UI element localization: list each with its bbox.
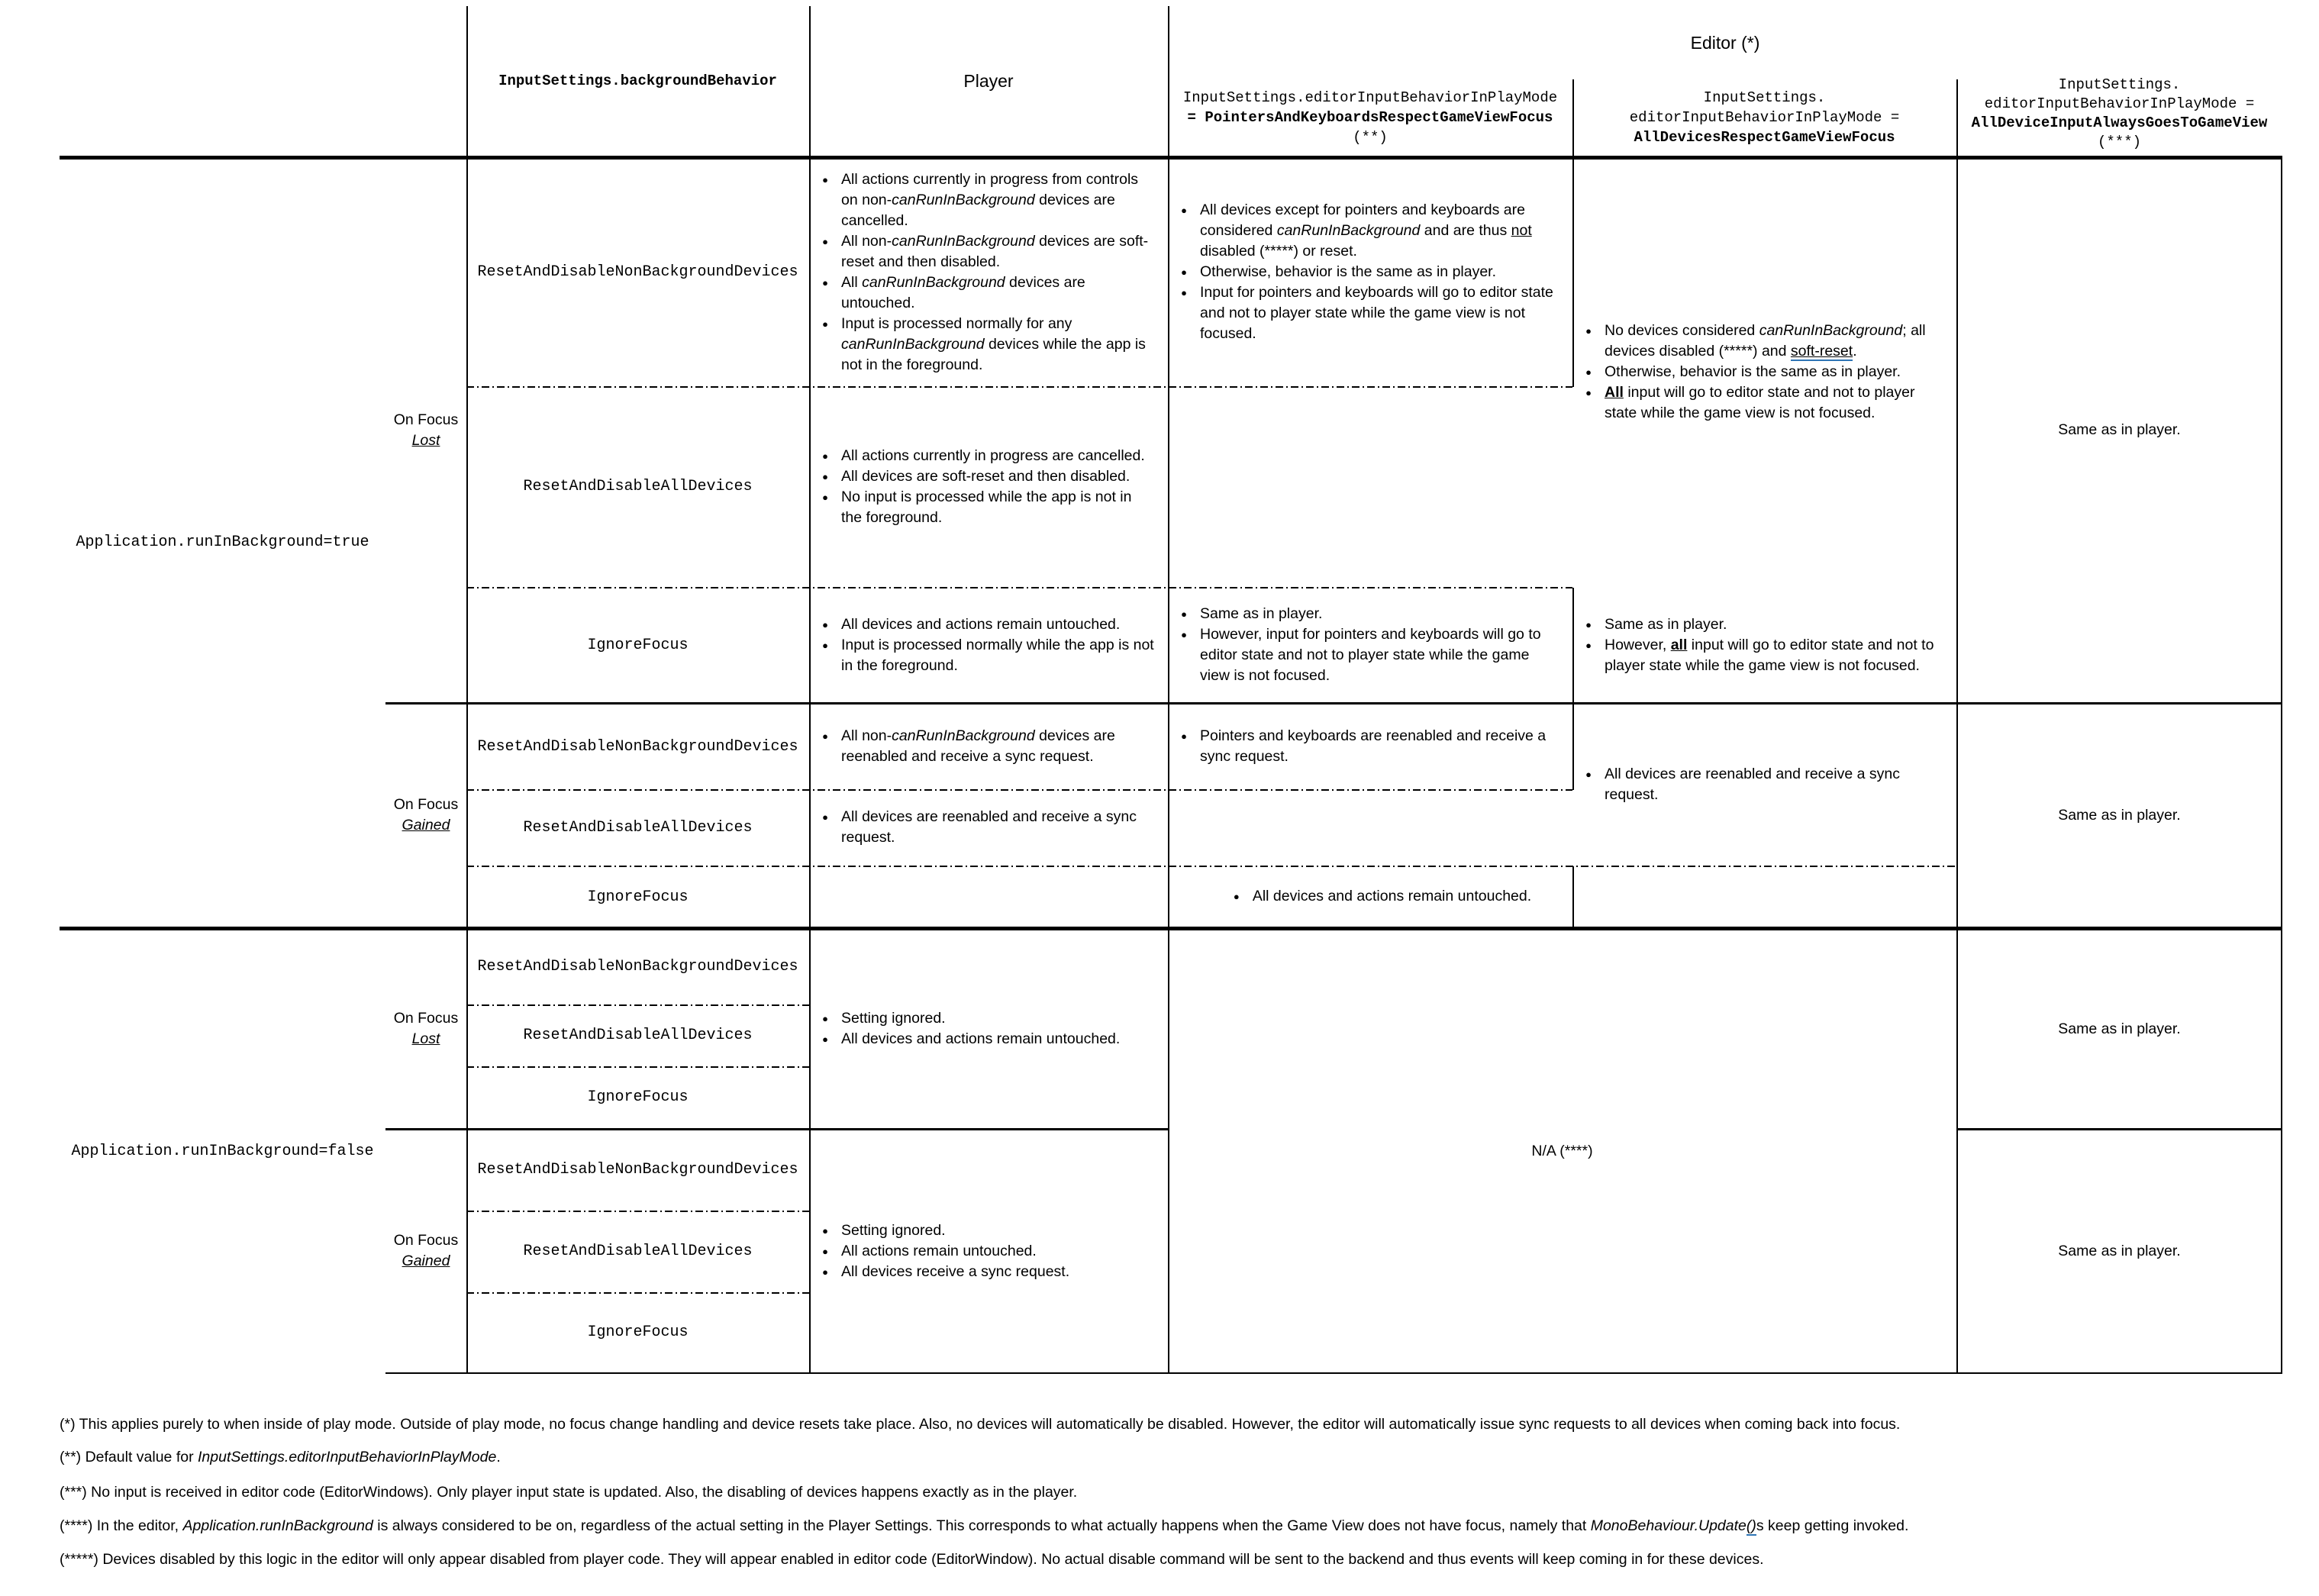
player-lost-reset-alldevices-cell — [809, 387, 1168, 586]
behavior-label: ResetAndDisableNonBackgroundDevices — [477, 263, 798, 281]
player-lost-reset-nonbackground-cell — [809, 158, 1168, 386]
focus-gained-label: On Focus Gained — [393, 1232, 459, 1269]
bullet-item — [1572, 635, 1943, 676]
bullet-item — [809, 466, 1154, 487]
bullet-text: Input for pointers and keyboards will go to editor state and not to player state while the game view is not focused. — [1200, 284, 1553, 342]
bullet-text: Setting ignored. — [841, 1221, 946, 1239]
bullet-marker: ● — [1181, 608, 1187, 620]
gained-ignorefocus-merged-cell — [809, 866, 1956, 927]
same-as-player-cell: Same as in player. — [2058, 1242, 2181, 1259]
bullet-item — [809, 1241, 1154, 1262]
behavior-label: ResetAndDisableNonBackgroundDevices — [477, 958, 798, 975]
bullet-text: Otherwise, behavior is the same as in player. — [1200, 263, 1497, 280]
bullet-text: Input is processed normally while the app is not in the foreground. — [841, 636, 1154, 674]
editor-alldevices-lost-reset-cell — [1572, 158, 1956, 586]
player-gained-false-merged-cell — [809, 1130, 1168, 1372]
bullet-marker: ● — [1585, 639, 1592, 651]
bullet-item — [809, 314, 1154, 376]
bullet-marker: ● — [1181, 287, 1187, 298]
bullet-item — [1168, 282, 1559, 344]
bullet-text: All devices and actions remain untouched. — [1252, 888, 1532, 904]
same-as-player-cell: Same as in player. — [2058, 806, 2181, 824]
behavior-label: ResetAndDisableAllDevices — [523, 1026, 753, 1044]
bullet-marker: ● — [1585, 387, 1592, 398]
bullet-item — [1221, 886, 1531, 907]
bullet-marker: ● — [1585, 366, 1592, 378]
row-header-run-in-background-true: Application.runInBackground=true — [76, 534, 369, 551]
bullet-marker: ● — [822, 470, 828, 482]
header-background-behavior: InputSettings.backgroundBehavior — [498, 73, 777, 89]
editor-pointers-gained-reset-nonbackground-cell — [1168, 704, 1572, 789]
bullet-marker: ● — [822, 276, 828, 289]
bullet-item — [809, 726, 1154, 767]
table-bottom-border — [385, 1372, 2282, 1374]
bullet-marker: ● — [822, 1266, 828, 1278]
footnote-1: (*) This applies purely to when inside of play mode. Outside of play mode, no focus change handling and device resets take place. Also, no devices will automatically be disabled. However, the editor will automatically issue sync requests to all devices when coming back into focus. — [60, 1416, 1901, 1433]
bullet-marker: ● — [822, 173, 828, 185]
bullet-marker: ● — [822, 730, 828, 742]
bullet-marker: ● — [822, 1224, 828, 1236]
header-editor: Editor (*) — [1690, 32, 1760, 53]
bullet-text: No input is processed while the app is not in the foreground. — [841, 488, 1132, 526]
bullet-text: All devices and actions remain untouched. — [841, 1030, 1121, 1047]
bullet-item — [1572, 614, 1943, 635]
bullet-marker: ● — [822, 618, 828, 630]
bullet-marker: ● — [822, 450, 828, 462]
bullet-marker: ● — [822, 318, 828, 330]
bullet-marker: ● — [1181, 629, 1187, 640]
bullet-item — [1572, 382, 1943, 424]
bullet-text: All devices are reenabled and receive a sync request. — [841, 808, 1137, 846]
behavior-label: ResetAndDisableAllDevices — [523, 478, 753, 495]
header-editor-all-input-gameview: InputSettings. editorInputBehaviorInPlayMode = AllDeviceInputAlwaysGoesToGameView (***) — [1971, 76, 2268, 150]
editor-pointers-lost-ignorefocus-cell — [1168, 588, 1572, 702]
bullet-item — [809, 1008, 1154, 1029]
editor-alldevices-lost-ignorefocus-cell — [1572, 588, 1956, 702]
bullet-text: No devices considered canRunInBackground; all devices disabled (*****) and soft-reset. — [1605, 322, 1926, 360]
bullet-item — [809, 807, 1154, 848]
bullet-text: All non-canRunInBackground devices are soft-reset and then disabled. — [841, 232, 1149, 270]
bullet-item — [1572, 321, 1943, 362]
bullet-item — [809, 231, 1154, 272]
bullet-text: All actions remain untouched. — [841, 1242, 1037, 1259]
bullet-text: All actions currently in progress from controls on non-canRunInBackground devices are cancelled. — [841, 170, 1139, 229]
bullet-marker: ● — [822, 491, 828, 503]
bullet-item — [809, 1262, 1154, 1282]
bullet-item — [809, 635, 1154, 676]
bullet-text: Pointers and keyboards are reenabled and receive a sync request. — [1200, 727, 1547, 765]
footnote-4: (****) In the editor, Application.runInBackground is always considered to be on, regardless of the actual setting in the Player Settings. This corresponds to what actually happens when the Game View does not have focus, namely that MonoBehaviour.Update()s keep getting invoked. — [60, 1517, 1909, 1534]
bullet-text: All actions currently in progress are cancelled. — [841, 447, 1145, 464]
bullet-item — [809, 1220, 1154, 1241]
same-as-player-cell: Same as in player. — [2058, 1020, 2181, 1037]
bullet-item — [1168, 200, 1559, 262]
bullet-item — [1572, 362, 1943, 382]
bullet-text: However, input for pointers and keyboards will go to editor state and not to player state while the game view is not focused. — [1200, 626, 1541, 684]
bullet-item — [1168, 726, 1559, 767]
bullet-item — [1168, 624, 1559, 686]
bullet-text: Input is processed normally for any canRunInBackground devices while the app is not in the foreground. — [841, 314, 1146, 373]
player-gained-reset-nonbackground-cell — [809, 704, 1168, 789]
behavior-label: ResetAndDisableAllDevices — [523, 818, 753, 837]
editor-na-cell: N/A (****) — [1531, 1142, 1593, 1159]
editor-pointers-lost-reset-nonbackground-cell — [1168, 158, 1572, 386]
header-player: Player — [963, 70, 1014, 91]
bullet-text: All input will go to editor state and not to player state while the game view is not focused. — [1605, 384, 1915, 421]
bullet-marker: ● — [1233, 891, 1240, 902]
bullet-item — [1168, 604, 1559, 624]
footnote-3: (***) No input is received in editor code (EditorWindows). Only player input state is updated. Also, the disabling of devices happens exactly as in the player. — [60, 1484, 1078, 1501]
bullet-marker: ● — [1181, 266, 1187, 278]
footnote-5: (*****) Devices disabled by this logic in the editor will only appear disabled from player code. They will appear enabled in editor code (EditorWindow). No actual disable command will be sent to the backend and thus events will keep coming in for these devices. — [60, 1551, 1764, 1568]
player-lost-false-merged-cell — [809, 930, 1168, 1128]
bullet-marker: ● — [1585, 618, 1592, 630]
bullet-text: However, all input will go to editor state and not to player state while the game view is not focused. — [1605, 636, 1934, 674]
behavior-label: ResetAndDisableNonBackgroundDevices — [477, 1161, 798, 1178]
bullet-item — [809, 446, 1154, 466]
focus-gained-label: On Focus Gained — [393, 796, 459, 833]
focus-lost-label: On Focus Lost — [393, 1010, 459, 1047]
header-editor-pointers-keyboards: InputSettings.editorInputBehaviorInPlayMode = PointersAndKeyboardsRespectGameViewFocus (**) — [1182, 89, 1558, 146]
behavior-label: ResetAndDisableAllDevices — [523, 1242, 753, 1260]
bullet-marker: ● — [822, 235, 828, 247]
bullet-marker: ● — [822, 1033, 828, 1045]
bullet-marker: ● — [1585, 768, 1592, 780]
bullet-item — [1168, 262, 1559, 282]
bullet-marker: ● — [822, 639, 828, 651]
bullet-text: All devices and actions remain untouched. — [841, 615, 1121, 633]
bullet-text: Same as in player. — [1605, 615, 1727, 633]
bullet-item — [809, 1029, 1154, 1049]
bullet-marker: ● — [1585, 325, 1592, 337]
behavior-label: IgnoreFocus — [587, 1088, 689, 1106]
row-header-run-in-background-false: Application.runInBackground=false — [71, 1142, 374, 1160]
behavior-label: ResetAndDisableNonBackgroundDevices — [477, 737, 798, 756]
bullet-text: Otherwise, behavior is the same as in player. — [1605, 363, 1901, 380]
bullet-marker: ● — [822, 811, 828, 823]
bullet-item — [809, 272, 1154, 314]
player-gained-reset-alldevices-cell — [809, 790, 1168, 865]
behavior-label: IgnoreFocus — [587, 636, 689, 654]
bullet-item — [809, 614, 1154, 635]
footnote-2: (**) Default value for InputSettings.editorInputBehaviorInPlayMode. — [60, 1449, 501, 1465]
bullet-item — [809, 487, 1154, 528]
bullet-text: All non-canRunInBackground devices are reenabled and receive a sync request. — [841, 727, 1115, 765]
bullet-text: All devices are reenabled and receive a sync request. — [1605, 765, 1900, 803]
bullet-marker: ● — [822, 1245, 828, 1257]
player-lost-ignorefocus-cell — [809, 588, 1168, 702]
bullet-text: All canRunInBackground devices are untouched. — [841, 273, 1085, 311]
same-as-player-cell: Same as in player. — [2058, 421, 2181, 438]
bullet-text: All devices are soft-reset and then disabled. — [841, 467, 1130, 485]
bullet-marker: ● — [1181, 205, 1187, 216]
bullet-text: Setting ignored. — [841, 1010, 946, 1027]
bullet-marker: ● — [822, 1013, 828, 1024]
bullet-item — [809, 169, 1154, 231]
bullet-text: Same as in player. — [1200, 605, 1323, 622]
bullet-item — [1572, 764, 1943, 805]
bullet-text: All devices except for pointers and keyboards are considered canRunInBackground and are thus not disabled (*****) or reset. — [1200, 202, 1532, 260]
header-editor-all-devices-respect: InputSettings. editorInputBehaviorInPlayMode = AllDevicesRespectGameViewFocus — [1629, 89, 1900, 146]
focus-lost-label: On Focus Lost — [393, 411, 459, 449]
behavior-label: IgnoreFocus — [587, 888, 689, 906]
behavior-label: IgnoreFocus — [587, 1323, 689, 1341]
bullet-marker: ● — [1181, 730, 1187, 742]
bullet-text: All devices receive a sync request. — [841, 1262, 1070, 1280]
editor-alldevices-gained-reset-cell — [1572, 704, 1956, 865]
